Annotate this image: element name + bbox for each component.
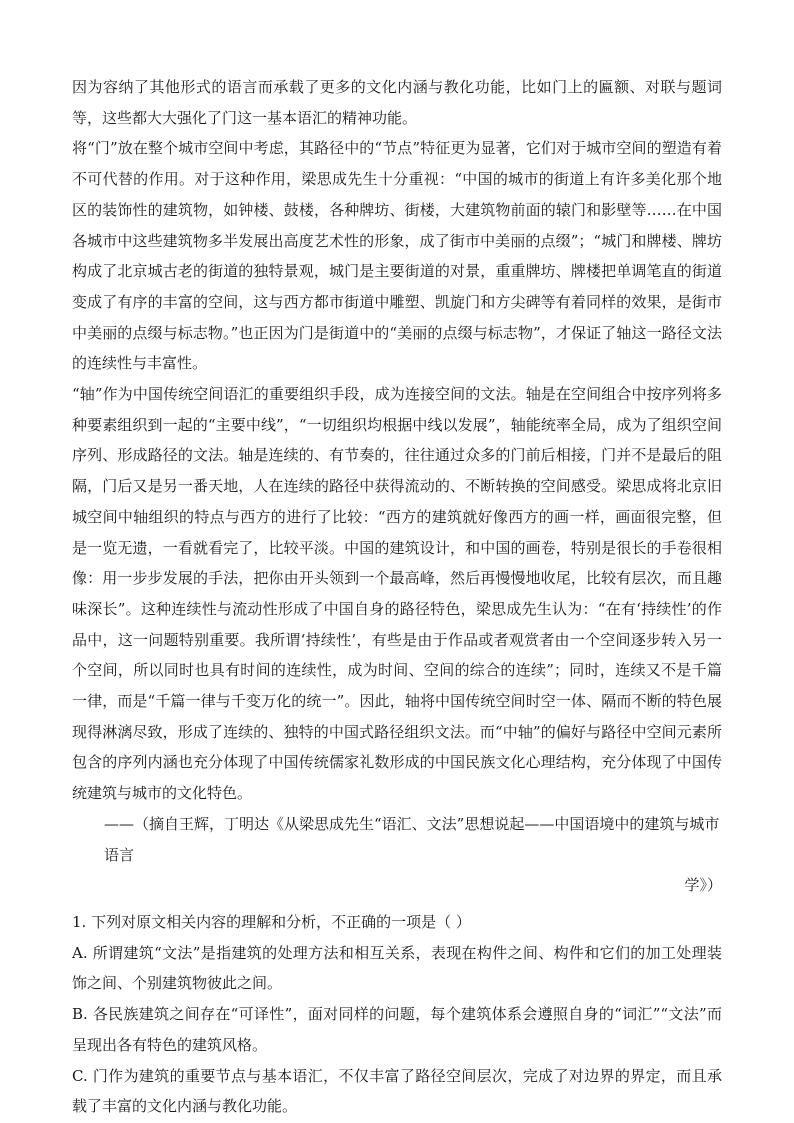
question-stem: 1. 下列对原文相关内容的理解和分析，不正确的一项是（ ） (72, 912, 471, 931)
option-a: A. 所谓建筑“文法”是指建筑的处理方法和相互关系，表现在构件之间、构件和它们的加工处理装饰之间、个别建筑物彼此之间。 (72, 943, 722, 993)
source-citation-line2: 学》） (684, 876, 722, 895)
option-c: C. 门作为建筑的重要节点与基本语汇，不仅丰富了路径空间层次，完成了对边界的界定，而且承载了丰富的文化内涵与教化功能。 (72, 1066, 722, 1116)
option-b: B. 各民族建筑之间存在“可译性”，面对同样的问题，每个建筑体系会遵照自身的“词汇”“文法”而呈现出各有特色的建筑风格。 (72, 1005, 722, 1054)
question-1 (72, 907, 722, 1122)
document-page (72, 72, 722, 1122)
paragraph-door-node: 将“门”放在整个城市空间中考虑，其路径中的“节点”特征更为显著，它们对于城市空间的塑造有着不可代替的作用。对于这种作用，梁思成先生十分重视：“中国的城市的街道上有许多美化那个地区的装饰性的建筑物，如钟楼、鼓楼，各种牌坊、街楼，大建筑物前面的辕门和影壁等……在中国各城市中这些建筑物多半发展出高度艺术性的形象，成了街市中美丽的点缀”；“城门和牌楼、牌坊构成了北京城古老的街道的独特景观，城门是主要街道的对景，重重牌坊、牌楼把单调笔直的街道变成了有序的丰富的空间，这与西方都市街道中雕塑、凯旋门和方尖碑等有着同样的效果，是街市中美丽的点缀与标志物。”也正因为门是街道中的“美丽的点缀与标志物”，才保证了轴这一路径文法的连续性与丰富性。 (72, 139, 722, 373)
source-citation (72, 809, 722, 901)
source-citation-line1: ——（摘自王辉，丁明达《从梁思成先生“语汇、文法”思想说起——中国语境中的建筑与城市语言 (104, 814, 720, 864)
paragraph-door-culture: 因为容纳了其他形式的语言而承载了更多的文化内涵与教化功能，比如门上的匾额、对联与题词等，这些都大大强化了门这一基本语汇的精神功能。 (72, 78, 722, 127)
paragraph-axis: “轴”作为中国传统空间语汇的重要组织手段，成为连接空间的文法。轴是在空间组合中按序列将多种要素组织到一起的“主要中线”，“一切组织均根据中线以发展”，轴能统率全局，成为了组织空间序列、形成路径的文法。轴是连续的、有节奏的，往往通过众多的门前后相接，门并不是最后的阻隔，门后又是另一番天地，人在连续的路径中获得流动的、不断转换的空间感受。梁思成将北京旧城空间中轴组织的特点与西方的进行了比较：“西方的建筑就好像西方的画一样，画面很完整，但是一览无遗，一看就看完了，比较平淡。中国的建筑设计，和中国的画卷，特别是很长的手卷很相像：用一步步发展的手法，把你由开头领到一个最高峰，然后再慢慢地收尾，比较有层次，而且趣味深长”。这种连续性与流动性形成了中国自身的路径特色，梁思成先生认为：“在有‘持续性’的作品中，这一问题特别重要。我所谓‘持续性’，有些是由于作品或者观赏者由一个空间逐步转入另一个空间，所以同时也具有时间的连续性，成为时间、空间的综合的连续”；同时，连续又不是千篇一律，而是“千篇一律与千变万化的统一”。因此，轴将中国传统空间时空一体、隔而不断的特色展现得淋漓尽致，形成了连续的、独特的中国式路径组织文法。而“中轴”的偏好与路径中空间元素所包含的序列内涵也充分体现了中国传统儒家礼数形成的中国民族文化心理结构，充分体现了中国传统建筑与城市的文化特色。 (72, 385, 722, 803)
